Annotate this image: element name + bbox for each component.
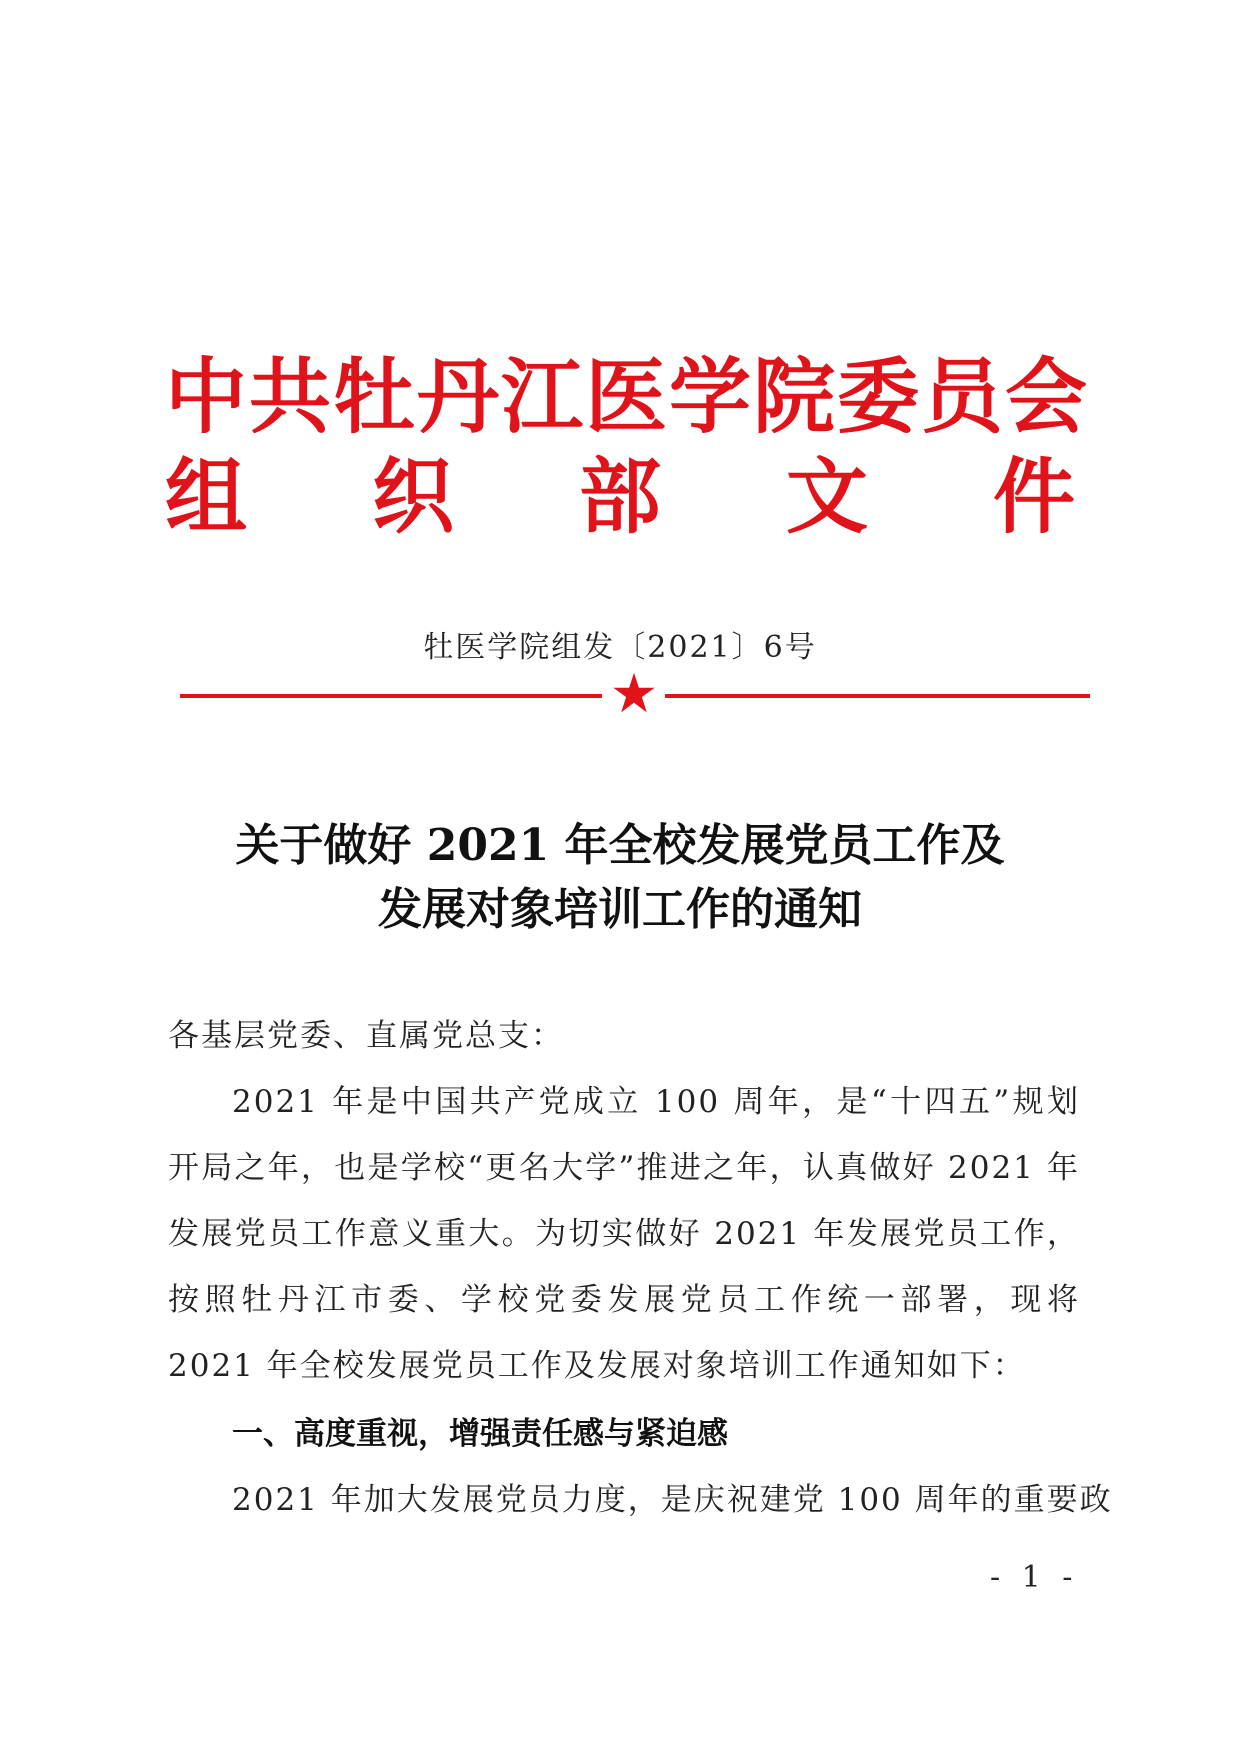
header-divider-right: [665, 694, 1090, 698]
document-type-char: 文: [785, 450, 868, 545]
notice-title-line-2: 发展对象培训工作的通知: [378, 884, 862, 935]
document-type-char: 织: [371, 450, 454, 545]
document-type-banner: [165, 450, 1075, 546]
section-heading: 一、高度重视，增强责任感与紧迫感: [232, 1416, 728, 1452]
document-type-char: 件: [992, 450, 1075, 545]
document-type-char: 组: [165, 450, 248, 545]
page-number: - 1 -: [990, 1560, 1079, 1595]
issuing-organization: 中共牡丹江医学院委员会: [165, 350, 1090, 445]
header-divider-left: [180, 694, 602, 698]
document-type-char: 部: [578, 450, 661, 545]
notice-title-line-1: 关于做好 2021 年全校发展党员工作及: [235, 820, 1005, 871]
document-number: 牡医学院组发〔2021〕6号: [423, 630, 817, 665]
body-paragraph: 2021 年加大发展党员力度，是庆祝建党 100 周年的重要政: [232, 1482, 1113, 1518]
star-icon: [612, 671, 656, 715]
salutation: 各基层党委、直属党总支：: [168, 1018, 564, 1054]
body-paragraph: 2021 年是中国共产党成立 100 周年，是“十四五”规划开局之年，也是学校“更名大学”推进之年，认真做好 2021 年发展党员工作意义重大。为切实做好 2021 年发展党员工作，按照牡丹江市委、学校党委发展党员工作统一部署，现将 2021 年全校发展党员工作及发展对象培训工作通知如下：: [168, 1084, 1080, 1384]
